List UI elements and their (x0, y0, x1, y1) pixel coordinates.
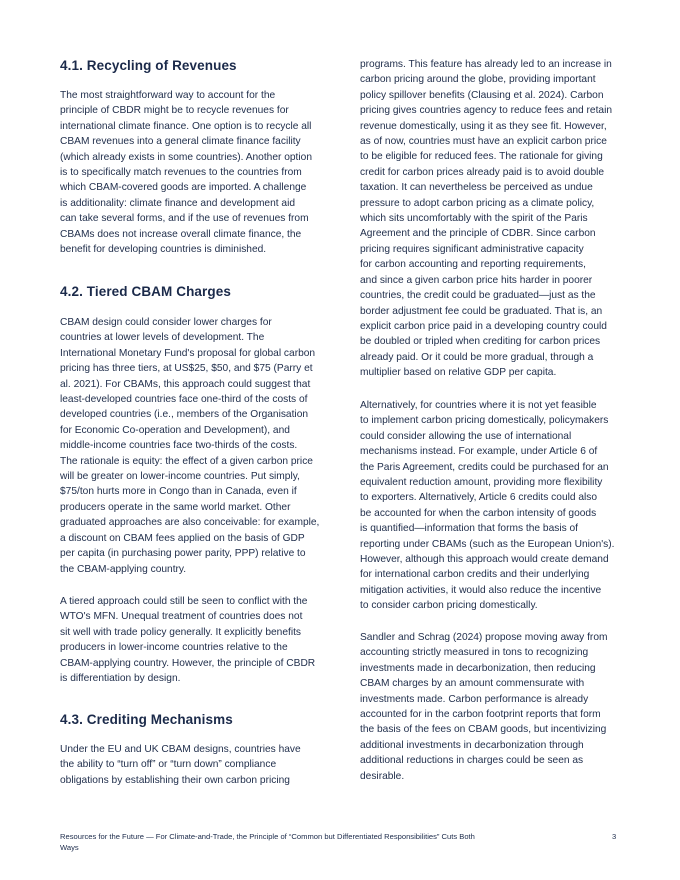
page-number: 3 (612, 832, 617, 841)
text-line: explicit carbon price paid in a developing country could (360, 320, 607, 332)
text-line: carbon pricing around the globe, providing important (360, 74, 596, 86)
text-line: additional investments in decarbonization through (360, 739, 584, 751)
text-line: is differentiation by design. (60, 673, 181, 685)
text-line: accounting strictly measured in tons to recognizing (360, 647, 589, 659)
text-line: middle-income countries face two-thirds of the costs. (60, 440, 298, 452)
text-line: to consider carbon pricing domestically. (360, 600, 538, 612)
text-line: However, although this approach would create demand (360, 554, 609, 566)
text-line: CBAM charges by an amount commensurate with (360, 678, 585, 690)
text-line: accounted for in the carbon footprint reports that form (360, 709, 601, 721)
text-line: WTO's MFN. Unequal treatment of countries does not (60, 611, 303, 623)
text-line: already paid. Or it could be more gradual, through a (360, 351, 594, 363)
text-line: Under the EU and UK CBAM designs, countries have (60, 744, 301, 755)
section-heading-tiered-cbam-charges: 4.2. Tiered CBAM Charges (60, 284, 231, 299)
text-line: sit well with trade policy generally. It explicitly benefits (60, 626, 302, 638)
text-line: A tiered approach could still be seen to conflict with the (60, 596, 308, 607)
text-line: taxation. It can nevertheless be perceived as undue (360, 182, 593, 194)
text-line: pricing requires significant administrative capacity (360, 243, 584, 255)
text-line: equivalent reduction amount, providing more flexibility (360, 477, 603, 489)
text-line: which sits uncomfortably with the spirit of the Paris (360, 213, 588, 225)
text-line: and since a given carbon price hits harder in poorer (360, 274, 593, 286)
text-line: mitigation activities, it would also reduce the incentive (360, 584, 602, 596)
text-line: the Paris Agreement, credits could be purchased for an (360, 461, 609, 473)
text-line: investments made in decarbonization, then reducing (360, 662, 596, 674)
paragraph-right-2 (360, 398, 615, 614)
text-line: countries, the credit could be graduated—just as the (360, 290, 596, 302)
text-line: countries at lower levels of development. The (60, 332, 265, 344)
text-line: graduated approaches are also conceivable: for example, (60, 517, 320, 529)
text-line: to be eligible for reduced fees. The rationale for giving (360, 151, 603, 163)
text-line: to exporters. Alternatively, Article 6 credits could also (360, 492, 598, 504)
text-line: to implement carbon pricing domestically, policymakers (360, 415, 609, 427)
text-line: (which already exists in some countries). Another option (60, 151, 312, 163)
text-line: policy spillover benefits (Clausing et al. 2024). Carbon (360, 89, 604, 101)
text-line: for Economic Co-operation and Development), and (60, 424, 290, 436)
text-line: credit for carbon prices already paid is to avoid double (360, 166, 605, 178)
text-line: is additionality: climate finance and development aid (60, 197, 296, 209)
page-footer: Resources for the Future — For Climate-and-Trade, the Principle of “Common but Differentiated Responsibilities” Cuts Both Ways (60, 832, 475, 852)
section-heading-crediting-mechanisms: 4.3. Crediting Mechanisms (60, 712, 233, 727)
text-line: benefit for developing countries is diminished. (60, 244, 267, 256)
text-line: revenue domestically, using it as they see fit. However, (360, 120, 607, 132)
text-line: can take several forms, and if the use of revenues from (60, 213, 309, 225)
text-line: will be greater on lower-income countries. Put simply, (60, 471, 300, 483)
text-line: mechanisms instead. For example, under Article 6 of (360, 446, 598, 458)
text-line: the basis of the fees on CBAM goods, but incentivizing (360, 724, 607, 736)
section-heading-recycling-of-revenues: 4.1. Recycling of Revenues (60, 58, 237, 73)
text-line: International Monetary Fund's proposal for global carbon (60, 347, 316, 359)
text-line: which CBAM-covered goods are imported. A challenge (60, 182, 307, 194)
text-line: investments made. Carbon performance is already (360, 693, 589, 705)
text-line: CBAM design could consider lower charges for (60, 317, 272, 328)
text-line: reporting under CBAMs (such as the European Union's). (360, 538, 615, 550)
text-line: pricing has three tiers, at US$25, $50, and $75 (Parry et (60, 363, 313, 375)
text-line: $75/ton hurts more in Congo than in Canada, even if (60, 486, 297, 498)
paragraph-crediting-mechanisms (60, 742, 301, 788)
text-line: obligations by establishing their own carbon pricing (60, 774, 290, 786)
text-line: CBAM-applying country. However, the principle of CBDR (60, 657, 316, 669)
text-line: is quantified—information that forms the basis of (360, 523, 579, 535)
text-line: a discount on CBAM fees applied on the basis of GDP (60, 532, 305, 544)
text-line: additional reductions in charges could be seen as (360, 755, 584, 767)
text-line: Sandler and Schrag (2024) propose moving away from (360, 632, 608, 643)
text-line: CBAM revenues into a general climate finance facility (60, 136, 301, 148)
text-line: principle of CBDR might be to recycle revenues for (60, 105, 289, 117)
paragraph-tiered-charges-1 (60, 315, 319, 577)
text-line: pricing gives countries agency to reduce fees and retain (360, 105, 613, 117)
text-line: programs. This feature has already led to an increase in (360, 59, 612, 70)
paragraph-right-3 (360, 630, 607, 784)
text-line: Agreement and the principle of CDBR. Since carbon (360, 228, 596, 240)
text-line: desirable. (360, 770, 405, 782)
text-line: producers operate in the same world market. Other (60, 501, 291, 513)
text-line: is to specifically match revenues to the countries from (60, 167, 302, 179)
paragraph-right-1 (360, 57, 612, 381)
text-line: The rationale is equity: the effect of a given carbon price (60, 455, 313, 467)
text-line: for carbon accounting and reporting requirements, (360, 259, 586, 271)
paragraph-tiered-charges-2 (60, 594, 315, 686)
text-line: the ability to “turn off” or “turn down” compliance (60, 759, 277, 771)
text-line: developed countries (i.e., members of the Organisation (60, 409, 309, 421)
text-line: al. 2021). For CBAMs, this approach could suggest that (60, 378, 311, 390)
text-line: could consider allowing the use of international (360, 430, 572, 442)
text-line: pressure to adopt carbon pricing as a climate policy, (360, 197, 595, 209)
text-line: for international carbon credits and their underlying (360, 569, 590, 581)
text-line: international climate finance. One option is to recycle all (60, 120, 312, 132)
text-line: multiplier based on relative GDP per capita. (360, 367, 557, 379)
paragraph-recycling-of-revenues (60, 88, 312, 257)
text-line: CBAMs does not increase overall climate finance, the (60, 228, 302, 240)
text-line: be doubled or tripled when crediting for carbon prices (360, 336, 601, 348)
text-line: per capita (in purchasing power parity, PPP) relative to (60, 548, 306, 560)
text-line: The most straightforward way to account for the (60, 90, 276, 101)
text-line: least-developed countries face one-third of the costs of (60, 394, 308, 406)
text-line: producers in lower-income countries relative to the (60, 642, 288, 654)
text-line: as of now, countries must have an explicit carbon price (360, 136, 607, 148)
text-line: be accounted for when the carbon intensity of goods (360, 507, 597, 519)
text-line: the CBAM-applying country. (60, 563, 187, 575)
text-line: Alternatively, for countries where it is not yet feasible (360, 400, 597, 411)
text-line: border adjustment fee could be graduated. That is, an (360, 305, 603, 317)
